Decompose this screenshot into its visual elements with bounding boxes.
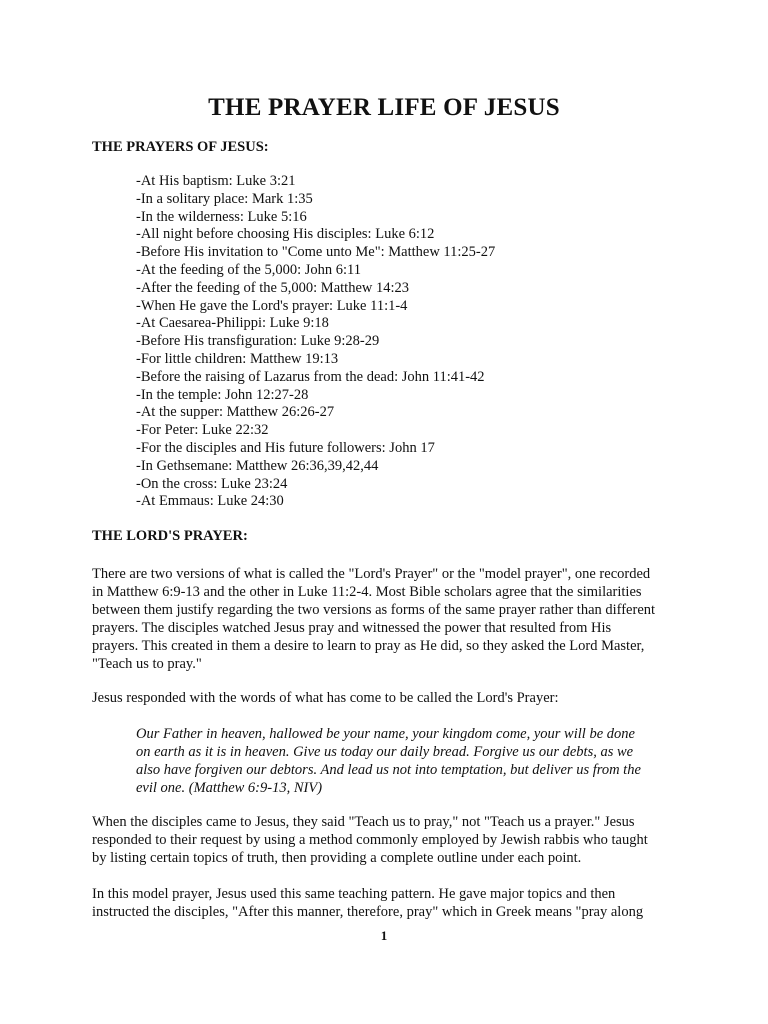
quote-line: also have forgiven our debtors. And lead us not into temptation, but deliver us from the [136,762,641,778]
list-item: -For little children: Matthew 19:13 [136,350,339,367]
text-line: responded to their request by using a method commonly employed by Jewish rabbis who taught [92,832,648,848]
quote-line: Our Father in heaven, hallowed be your name, your kingdom come, your will be done [136,726,635,742]
list-item: -For Peter: Luke 22:32 [136,422,269,439]
list-item: -All night before choosing His disciples: Luke 6:12 [136,226,435,243]
text-line: When the disciples came to Jesus, they said "Teach us to pray," not "Teach us a prayer." Jesus [92,814,635,830]
list-item: -After the feeding of the 5,000: Matthew 14:23 [136,279,410,296]
list-item: -In the wilderness: Luke 5:16 [136,208,307,225]
lords-prayer-quote [136,725,666,797]
text-line: prayers. The disciples watched Jesus pray and witnessed the power that resulted from His [92,620,612,636]
list-item: -On the cross: Luke 23:24 [136,475,288,492]
page-number: 1 [380,928,388,943]
quote-line: evil one. (Matthew 6:9-13, NIV) [136,780,323,796]
list-item: -At Caesarea-Philippi: Luke 9:18 [136,315,329,332]
text-line: by listing certain topics of truth, then providing a complete outline under each point. [92,850,582,866]
prayer-reference-list [136,173,495,511]
section-heading-prayers: THE PRAYERS OF JESUS: [92,139,269,155]
list-item: -For the disciples and His future followers: John 17 [136,439,435,456]
list-item: -Before the raising of Lazarus from the dead: John 11:41-42 [136,368,485,385]
list-item: -In the temple: John 12:27-28 [136,386,309,403]
text-line: There are two versions of what is called the "Lord's Prayer" or the "model prayer", one recorded [92,566,651,582]
text-line: In this model prayer, Jesus used this same teaching pattern. He gave major topics and then [92,886,616,902]
paragraph-model-prayer [92,885,692,921]
section-heading-lords-prayer: THE LORD'S PRAYER: [92,528,248,544]
list-item: -At the feeding of the 5,000: John 6:11 [136,261,361,278]
document-title: THE PRAYER LIFE OF JESUS [208,94,560,121]
paragraph-jesus-responded [92,689,692,707]
text-line: Jesus responded with the words of what has come to be called the Lord's Prayer: [92,690,559,706]
text-line: "Teach us to pray." [92,656,202,672]
list-item: -Before His transfiguration: Luke 9:28-29 [136,333,380,350]
list-item: -Before His invitation to "Come unto Me": Matthew 11:25-27 [136,244,496,261]
paragraph-two-versions [92,565,692,673]
list-item: -At the supper: Matthew 26:26-27 [136,404,335,421]
quote-line: on earth as it is in heaven. Give us today our daily bread. Forgive us our debts, as we [136,744,634,760]
text-line: instructed the disciples, "After this manner, therefore, pray" which in Greek means "pray along [92,904,644,920]
list-item: -In Gethsemane: Matthew 26:36,39,42,44 [136,457,379,474]
list-item: -At His baptism: Luke 3:21 [136,173,296,189]
list-item: -When He gave the Lord's prayer: Luke 11:1-4 [136,297,408,314]
text-line: between them justify regarding the two versions as forms of the same prayer rather than different [92,602,656,618]
list-item: -In a solitary place: Mark 1:35 [136,190,313,207]
list-item: -At Emmaus: Luke 24:30 [136,493,284,510]
text-line: prayers. This created in them a desire to learn to pray as He did, so they asked the Lord Master, [92,638,645,654]
text-line: in Matthew 6:9-13 and the other in Luke 11:2-4. Most Bible scholars agree that the similarities [92,584,642,600]
paragraph-teach-us-to-pray [92,813,692,867]
